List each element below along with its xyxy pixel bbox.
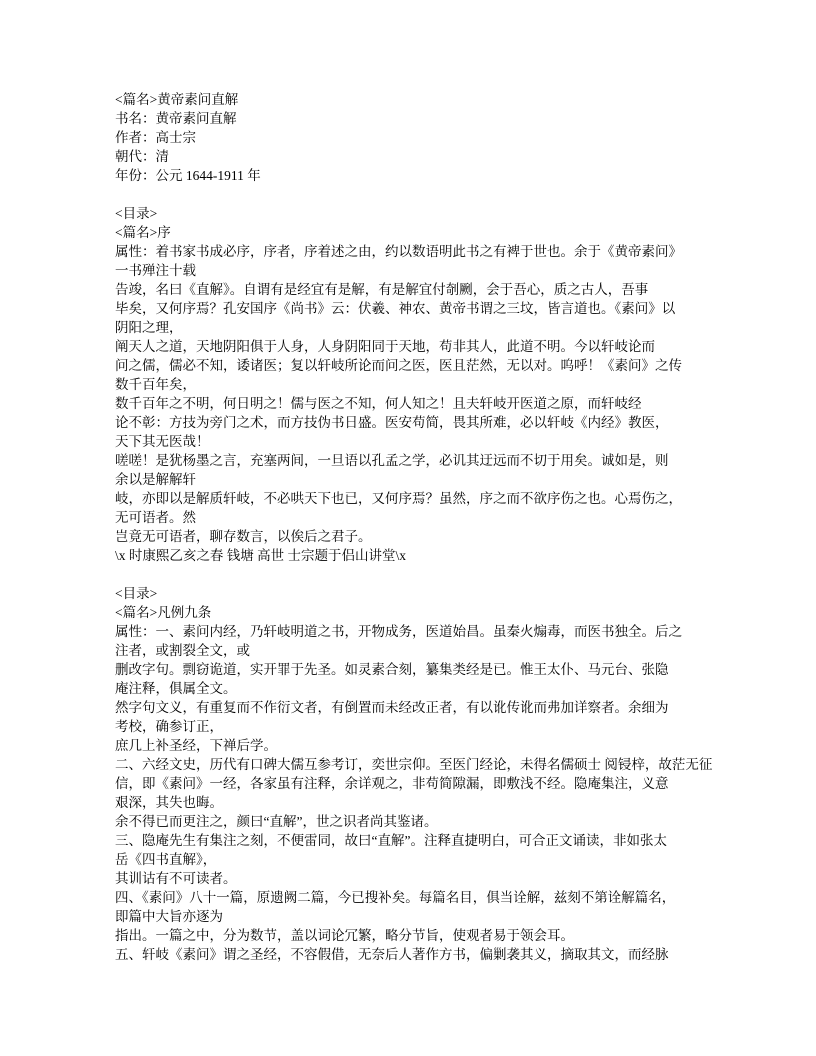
text-line: 毕矣，又何序焉？孔安国序《尚书》云：伏羲、神农、黄帝书谓之三坟，皆言道也。《素问》以 xyxy=(115,301,676,316)
text-line: 属性：着书家书成必序，序者，序着述之由，约以数语明此书之有裨于世也。余于《黄帝素问》 xyxy=(115,244,682,259)
text-line: 岂竟无可语者，聊存数言，以俟后之君子。 xyxy=(115,529,372,544)
text-line: 无可语者。然 xyxy=(115,510,196,525)
text-line: 天下其无医哉！ xyxy=(115,434,210,449)
text-line: \x 时康熙乙亥之春 钱塘 高世 士宗题于侣山讲堂\x xyxy=(115,548,407,563)
text-line: 阴阳之理， xyxy=(115,320,183,335)
meta-line: 朝代：清 xyxy=(115,149,169,164)
text-line: 论不彰：方技为旁门之术，而方技伪书日盛。医安苟简，畏其所难，必以轩岐《内经》教医， xyxy=(115,415,669,430)
text-line: 指出。一篇之中，分为数节，盖以词论冗繁，略分节旨，使观者易于领会耳。 xyxy=(115,928,574,943)
text-line: 问之儒，儒必不知，诿诸医；复以轩岐所论而问之医，医且茫然，无以对。呜呼！《素问》之传 xyxy=(115,358,682,373)
blank-line xyxy=(115,565,756,584)
text-line: 四、《素问》八十一篇，原遗阙二篇，今已搜补矣。每篇名目，俱当诠解，兹刻不第诠解篇名， xyxy=(115,890,676,905)
meta-line: 作者：高士宗 xyxy=(115,130,196,145)
text-line: 岐，亦即以是解质轩岐，不必哄天下也已，又何序焉？虽然，序之而不欲序伤之也。心焉伤之， xyxy=(115,491,682,506)
text-line: 二、六经文史，历代有口碑大儒互参考订，奕世宗仰。至医门经论，未得名儒硕士 阅锓梓，故茫无征 xyxy=(115,757,713,772)
text-line: 其训诂有不可读者。 xyxy=(115,871,237,886)
text-line: 即篇中大旨亦逐为 xyxy=(115,909,223,924)
meta-line: 年份：公元 1644-1911 年 xyxy=(115,168,261,183)
toc-marker-line: <目录> xyxy=(115,586,158,601)
text-line: 阐天人之道，天地阴阳俱于人身，人身阴阳同于天地，苟非其人，此道不明。今以轩岐论而 xyxy=(115,339,655,354)
text-body xyxy=(115,90,756,964)
text-line: 注者，或割裂全文，或 xyxy=(115,643,250,658)
text-line: 数千百年矣， xyxy=(115,377,196,392)
meta-line: 书名：黄帝素问直解 xyxy=(115,111,237,126)
toc-marker-line: <目录> xyxy=(115,206,158,221)
section-title-line: <篇名>序 xyxy=(115,225,171,240)
text-line: 删改字句。剽窃诡道，实开罪于先圣。如灵素合刻，纂集类经是已。惟王太仆、马元台、张隐 xyxy=(115,662,669,677)
text-line: 五、轩岐《素问》谓之圣经，不容假借，无奈后人著作方书，偏剿袭其义，摘取其文，而经脉 xyxy=(115,947,669,962)
text-line: 余以是解解轩 xyxy=(115,472,196,487)
text-line: 岳《四书直解》， xyxy=(115,852,217,867)
text-line: 数千百年之不明，何日明之！儒与医之不知，何人知之！且夫轩岐开医道之原，而轩岐经 xyxy=(115,396,642,411)
text-line: 艰深，其失也晦。 xyxy=(115,795,223,810)
section-title-line: <篇名>凡例九条 xyxy=(115,605,212,620)
text-line: 一书殚注十载 xyxy=(115,263,196,278)
text-line: 属性：一、素问内经，乃轩岐明道之书，开物成务，医道始昌。虽秦火煽毒，而医书独全。后之 xyxy=(115,624,682,639)
text-line: 嗟嗟！是犹杨墨之言，充塞两间，一旦语以孔孟之学，必讥其迂远而不切于用矣。诚如是，则 xyxy=(115,453,669,468)
text-line: 信，即《素问》一经，各家虽有注释，余详观之，非苟简隙漏，即敷浅不经。隐庵集注，义意 xyxy=(115,776,669,791)
text-line: 余不得已而更注之，颜曰“直解”，世之识者尚其鉴诸。 xyxy=(115,814,438,829)
text-line: 考校，确参订正， xyxy=(115,719,223,734)
text-line: 庵注释，俱属全文。 xyxy=(115,681,237,696)
meta-line: <篇名>黄帝素问直解 xyxy=(115,92,239,107)
blank-line xyxy=(115,185,756,204)
text-line: 庶几上补圣经，下禅后学。 xyxy=(115,738,277,753)
text-line: 告竣，名曰《直解》。自谓有是经宜有是解，有是解宜付剞劂，会于吾心，质之古人，吾事 xyxy=(115,282,649,297)
text-line: 三、隐庵先生有集注之刻，不便雷同，故曰“直解”。注释直捷明白，可合正文诵读，非如张太 xyxy=(115,833,667,848)
text-line: 然字句文义，有重复而不作衍文者，有倒置而未经改正者，有以讹传讹而弗加详察者。余细为 xyxy=(115,700,669,715)
